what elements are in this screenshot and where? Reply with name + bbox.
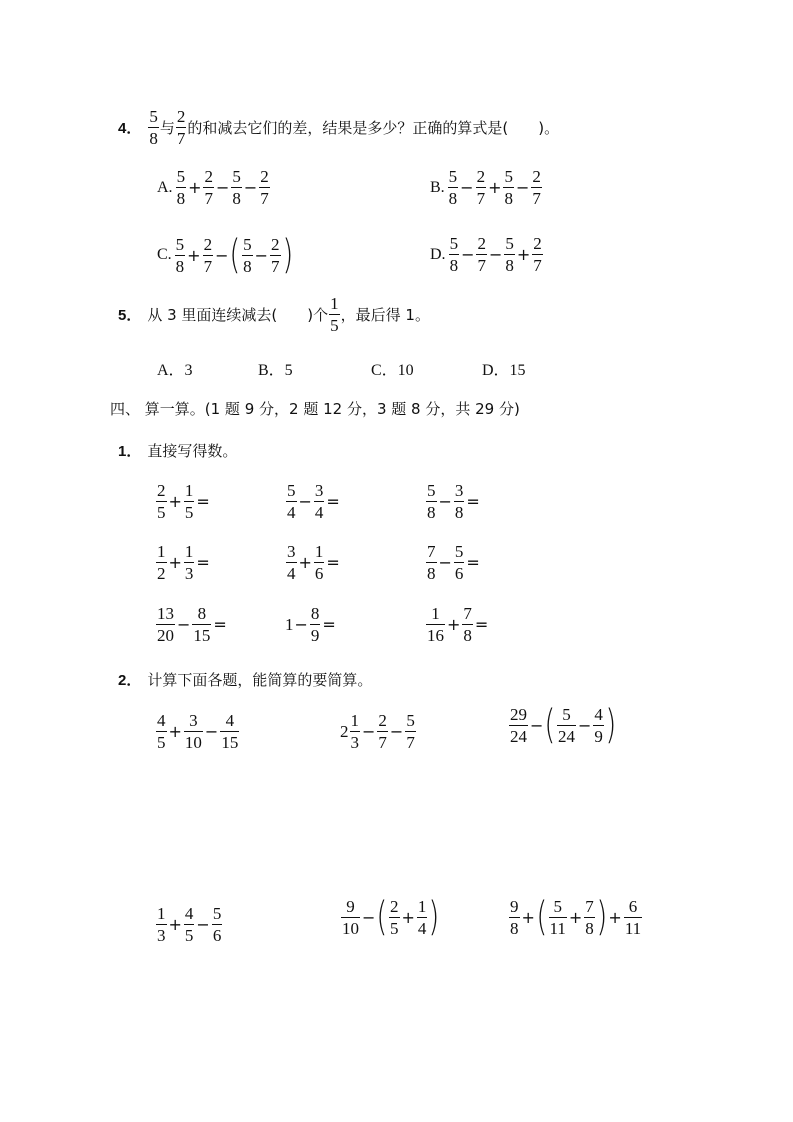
fraction: $\frac{3}{8}$ [454, 481, 464, 522]
operator: − [243, 178, 258, 197]
question-number: 4． [118, 120, 142, 137]
oral-calc-item[interactable] [155, 482, 211, 521]
operator: − [389, 722, 404, 741]
operator: − [298, 492, 312, 511]
operator: + [516, 245, 531, 264]
fraction: $\frac{4}{5}$ [157, 711, 166, 752]
operator: − [215, 178, 230, 197]
fraction: $\frac{1}{16}$ [427, 604, 444, 645]
left-paren: ( [376, 894, 388, 940]
fraction: $\frac{2}{7}$ [203, 234, 213, 276]
option-c[interactable]: C．10 [371, 362, 414, 379]
number: 2 [340, 721, 349, 741]
fraction: $\frac{4}{15}$ [221, 711, 239, 752]
calc-item[interactable] [155, 905, 223, 944]
fraction: $\frac{1}{5}$ [330, 294, 339, 335]
operator: + [521, 907, 535, 927]
operator: + [447, 615, 461, 634]
fraction: $\frac{7}{8}$ [585, 896, 594, 938]
fraction: $\frac{1}{5}$ [184, 481, 194, 522]
calc-item[interactable] [508, 702, 617, 748]
fraction: $\frac{1}{6}$ [314, 542, 324, 583]
fraction: $\frac{4}{9}$ [594, 704, 603, 746]
calc-item[interactable] [340, 894, 440, 940]
fraction: $\frac{2}{7}$ [532, 167, 541, 208]
option-b[interactable] [430, 168, 543, 207]
fraction: $\frac{3}{4}$ [287, 542, 296, 583]
fraction: $\frac{1}{2}$ [157, 542, 166, 583]
number: 1 [285, 614, 294, 634]
operator: − [530, 715, 544, 735]
question-number: 5． [118, 307, 142, 324]
fraction: $\frac{2}{7}$ [260, 167, 269, 208]
operator: + [608, 907, 622, 927]
option-d[interactable] [430, 235, 544, 274]
question-4-stem: 4． $\frac{5}{8}$ 与 $\frac{2}{7}$ 的和减去它们的差，结果是多少？正确的算式是( )。 [118, 107, 560, 148]
operator: − [204, 722, 219, 741]
operator: + [168, 553, 182, 572]
operator: + [298, 553, 312, 572]
fraction: $\frac{5}{8}$ [149, 107, 158, 148]
operator: + [188, 178, 202, 197]
operator: − [362, 722, 376, 741]
fraction: $\frac{5}{8}$ [232, 167, 241, 208]
fraction: $\frac{2}{7}$ [176, 107, 186, 148]
fraction: $\frac{5}{8}$ [504, 167, 513, 208]
operator: + [488, 178, 502, 197]
operator: = [322, 615, 336, 634]
oral-calc-item[interactable] [425, 543, 481, 582]
left-paren: ( [544, 702, 556, 748]
option-a[interactable] [157, 168, 271, 207]
operator: + [401, 907, 415, 927]
fraction: $\frac{7}{8}$ [463, 604, 472, 645]
question-5-stem: 5． 从 3 里面连续减去( )个 $\frac{1}{5}$ ，最后得 1。 [118, 294, 430, 335]
operator: = [326, 492, 340, 511]
fraction: $\frac{1}{3}$ [350, 711, 359, 752]
fraction: $\frac{3}{10}$ [184, 711, 202, 752]
option-label: B. [430, 178, 445, 196]
oral-calc-item[interactable] [425, 605, 489, 644]
operator: − [461, 245, 475, 264]
option-b[interactable]: B．5 [258, 362, 293, 379]
oral-calc-item[interactable] [285, 605, 337, 644]
operator: − [362, 907, 376, 927]
operator: − [177, 615, 191, 634]
operator: + [168, 492, 182, 511]
right-paren: ) [428, 894, 440, 940]
option-label: C. [157, 246, 172, 263]
operator: − [196, 915, 210, 934]
fraction: $\frac{13}{20}$ [157, 604, 174, 645]
calc-item[interactable] [340, 712, 417, 751]
fraction: $\frac{5}{11}$ [549, 896, 566, 938]
operator: = [466, 553, 480, 572]
fraction: $\frac{9}{10}$ [342, 896, 359, 938]
fraction: $\frac{5}{6}$ [454, 542, 464, 583]
right-paren: ) [605, 702, 617, 748]
fraction: $\frac{2}{7}$ [476, 167, 486, 208]
oral-calc-item[interactable] [155, 543, 211, 582]
operator: − [438, 553, 452, 572]
fraction: $\frac{5}{24}$ [558, 704, 576, 746]
fraction: $\frac{2}{7}$ [533, 234, 542, 275]
fraction: $\frac{6}{11}$ [624, 896, 642, 938]
fraction: $\frac{7}{8}$ [427, 542, 436, 583]
option-d[interactable]: D．15 [482, 362, 526, 379]
fraction: $\frac{8}{9}$ [310, 604, 320, 645]
fraction: $\frac{5}{8}$ [175, 234, 185, 276]
fraction: $\frac{29}{24}$ [510, 704, 527, 746]
fraction: $\frac{5}{8}$ [176, 167, 186, 208]
fraction: $\frac{2}{7}$ [271, 234, 280, 276]
calc-item[interactable] [508, 894, 643, 940]
oral-calc-item[interactable] [425, 482, 481, 521]
subquestion-1-title: 1． 直接写得数。 [118, 442, 238, 460]
operator: + [168, 722, 182, 741]
right-paren: ) [596, 894, 608, 940]
operator: = [213, 615, 227, 634]
fraction: $\frac{5}{8}$ [427, 481, 436, 522]
fraction: $\frac{4}{5}$ [184, 904, 194, 945]
operator: − [294, 615, 308, 634]
operator: − [438, 492, 452, 511]
left-paren: ( [536, 894, 548, 940]
operator: − [515, 178, 530, 197]
fraction: $\frac{2}{5}$ [157, 481, 166, 522]
operator: + [168, 915, 182, 934]
operator: − [254, 245, 268, 265]
operator: − [460, 178, 474, 197]
fraction: $\frac{2}{5}$ [390, 896, 399, 938]
operator: − [488, 245, 503, 264]
fraction: $\frac{5}{7}$ [406, 711, 415, 752]
oral-calc-item[interactable] [285, 543, 341, 582]
fraction: $\frac{5}{4}$ [287, 481, 296, 522]
fraction: $\frac{8}{15}$ [193, 604, 211, 645]
fraction: $\frac{2}{7}$ [378, 711, 387, 752]
fraction: $\frac{3}{4}$ [314, 481, 324, 522]
operator: = [466, 492, 480, 511]
fraction: $\frac{5}{8}$ [449, 234, 459, 275]
operator: + [568, 907, 583, 927]
fraction: $\frac{9}{8}$ [510, 896, 519, 938]
fraction: $\frac{1}{4}$ [417, 896, 427, 938]
fraction: $\frac{2}{7}$ [477, 234, 486, 275]
fraction: $\frac{1}{3}$ [157, 904, 166, 945]
operator: − [578, 715, 592, 735]
option-label: D. [430, 245, 446, 263]
calc-item[interactable] [155, 712, 240, 751]
left-paren: ( [229, 232, 241, 278]
subquestion-2-title: 2． 计算下面各题，能简算的要简算。 [118, 671, 373, 689]
operator: = [196, 553, 210, 572]
fraction: $\frac{5}{8}$ [448, 167, 458, 208]
option-label: A. [157, 178, 173, 196]
operator: − [215, 245, 229, 265]
oral-calc-item[interactable] [285, 482, 341, 521]
right-paren: ) [281, 232, 293, 278]
fraction: $\frac{1}{3}$ [184, 542, 194, 583]
option-c[interactable] [157, 232, 293, 278]
fraction: $\frac{5}{6}$ [212, 904, 222, 945]
operator: = [474, 615, 489, 634]
operator: = [326, 553, 340, 572]
oral-calc-item[interactable] [155, 605, 228, 644]
fraction: $\frac{5}{8}$ [243, 234, 252, 276]
option-a[interactable]: A．3 [157, 362, 193, 379]
operator: = [196, 492, 210, 511]
operator: + [187, 245, 201, 265]
fraction: $\frac{5}{8}$ [505, 234, 514, 275]
fraction: $\frac{2}{7}$ [204, 167, 213, 208]
section-heading: 四、 算一算。(1 题 9 分，2 题 12 分，3 题 8 分，共 29 分) [110, 400, 520, 418]
